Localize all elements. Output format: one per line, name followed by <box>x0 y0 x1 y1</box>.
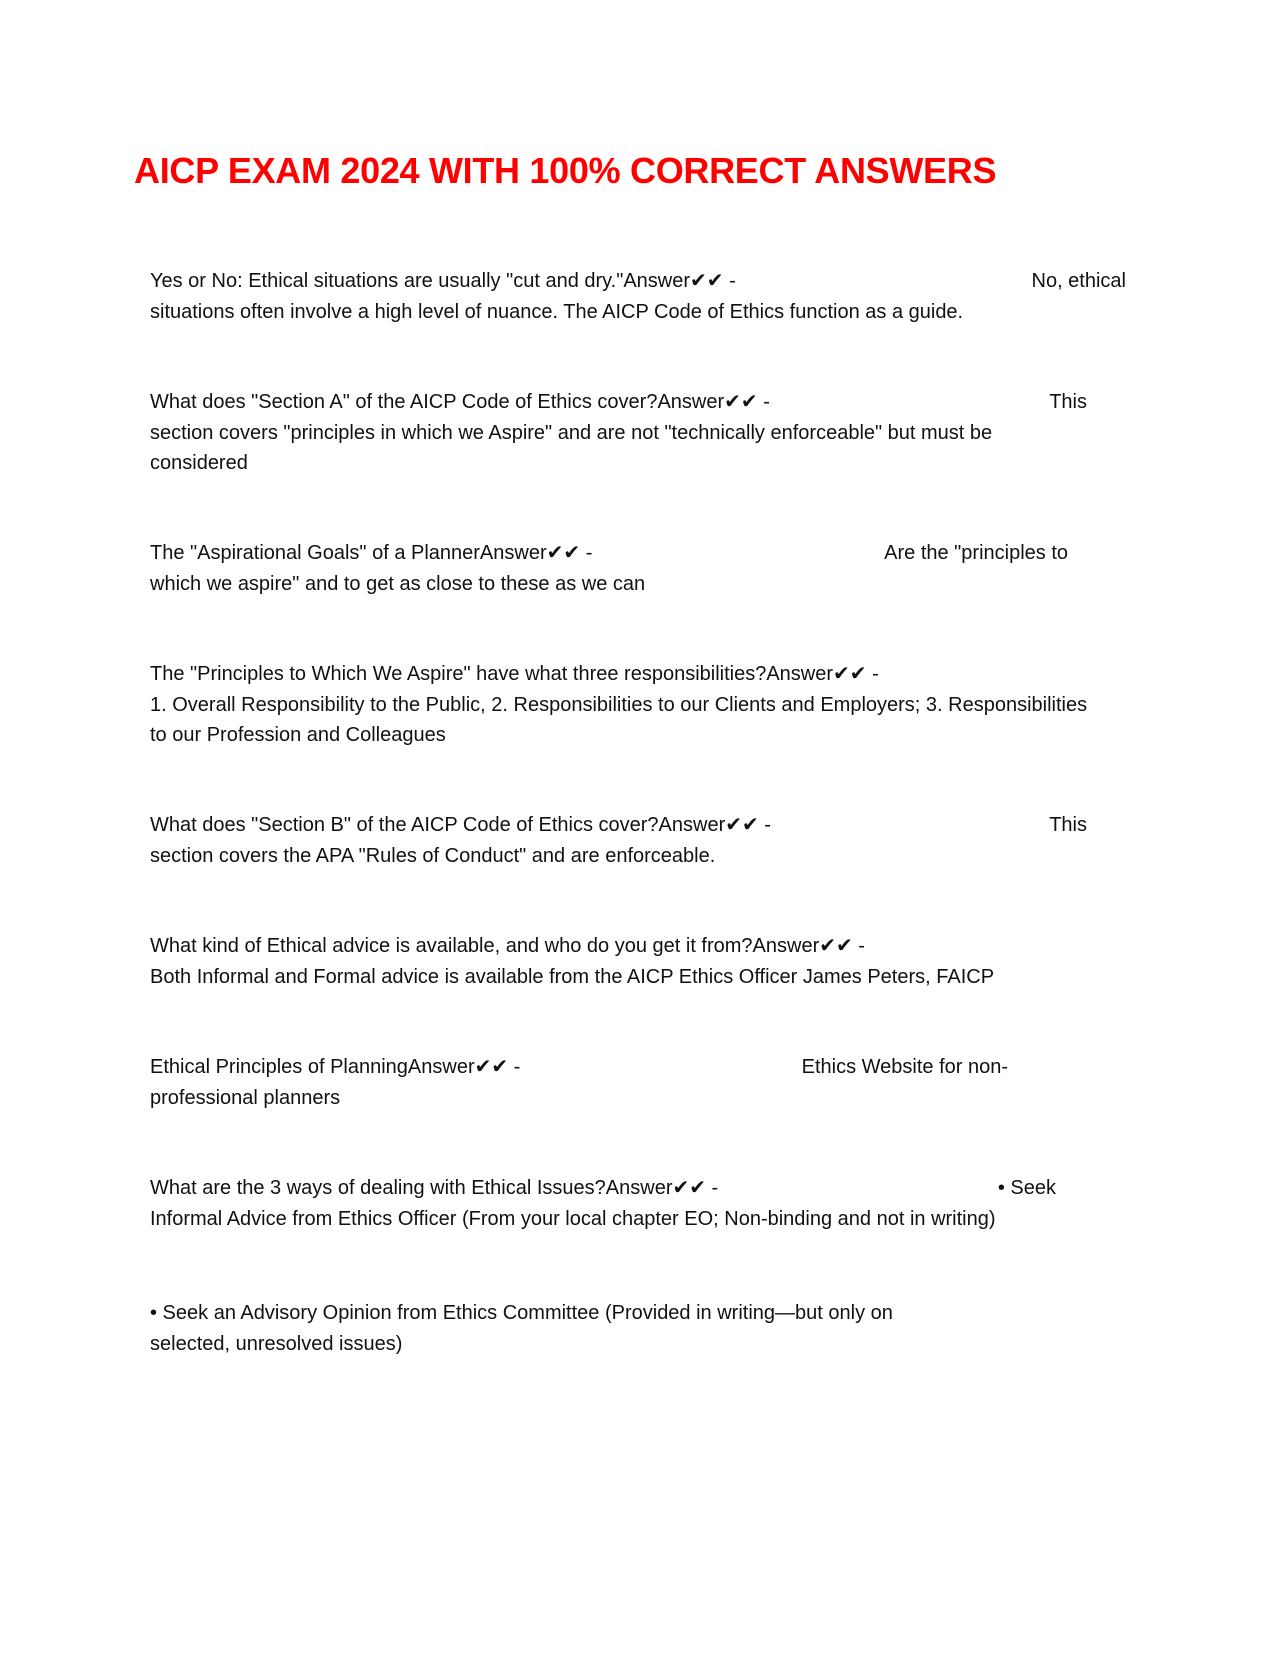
answer-start: This <box>1049 391 1087 413</box>
answer-start: No, ethical <box>1031 270 1126 292</box>
answer-line: considered <box>150 452 248 474</box>
qa-item-6 <box>150 931 1136 992</box>
answer-start: • Seek <box>997 1177 1056 1199</box>
answer-line: 1. Overall Responsibility to the Public, 2. Responsibilities to our Clients and Employers; 3. Responsibilities <box>150 693 1088 716</box>
answer-line: Both Informal and Formal advice is available from the AICP Ethics Officer James Peters, FAICP <box>150 965 995 988</box>
question-text: What kind of Ethical advice is available, and who do you get it from?Answer✔✔ - <box>150 935 865 957</box>
question-text: What are the 3 ways of dealing with Ethical Issues?Answer✔✔ - <box>150 1177 719 1199</box>
answer-line: professional planners <box>150 1086 341 1109</box>
question-text: Ethical Principles of PlanningAnswer✔✔ - <box>150 1056 521 1078</box>
qa-item-8 <box>150 1173 1056 1234</box>
question-text: What does "Section B" of the AICP Code of Ethics cover?Answer✔✔ - <box>150 814 771 836</box>
answer-start: Are the "principles to <box>884 542 1068 564</box>
qa-item-4 <box>150 659 1136 751</box>
qa-item-2 <box>150 387 1087 479</box>
bullet-advisory-opinion <box>150 1298 1136 1359</box>
answer-start: This <box>1049 814 1087 836</box>
document-title: AICP EXAM 2024 WITH 100% CORRECT ANSWERS <box>134 150 997 191</box>
question-text: The "Principles to Which We Aspire" have what three responsibilities?Answer✔✔ - <box>150 663 879 685</box>
question-text: The "Aspirational Goals" of a PlannerAnswer✔✔ - <box>150 542 593 564</box>
qa-item-3 <box>150 538 1068 599</box>
answer-line: Informal Advice from Ethics Officer (From your local chapter EO; Non-binding and not in writing) <box>150 1207 996 1230</box>
qa-item-1 <box>150 266 1126 327</box>
answer-line: section covers the APA "Rules of Conduct" and are enforceable. <box>150 844 716 867</box>
answer-line: situations often involve a high level of nuance. The AICP Code of Ethics function as a guide. <box>150 300 964 323</box>
qa-item-5 <box>150 810 1087 871</box>
bullet-line: selected, unresolved issues) <box>150 1332 403 1355</box>
answer-start: Ethics Website for non- <box>801 1056 1008 1078</box>
answer-line: which we aspire" and to get as close to these as we can <box>150 572 646 595</box>
bullet-line: • Seek an Advisory Opinion from Ethics Committee (Provided in writing—but only on <box>150 1302 893 1324</box>
qa-item-7 <box>150 1052 1008 1113</box>
question-text: Yes or No: Ethical situations are usually "cut and dry."Answer✔✔ - <box>150 270 736 292</box>
answer-line: section covers "principles in which we Aspire" and are not "technically enforceable" but must be <box>150 421 993 444</box>
answer-line: to our Profession and Colleagues <box>150 724 446 746</box>
question-text: What does "Section A" of the AICP Code of Ethics cover?Answer✔✔ - <box>150 391 770 413</box>
